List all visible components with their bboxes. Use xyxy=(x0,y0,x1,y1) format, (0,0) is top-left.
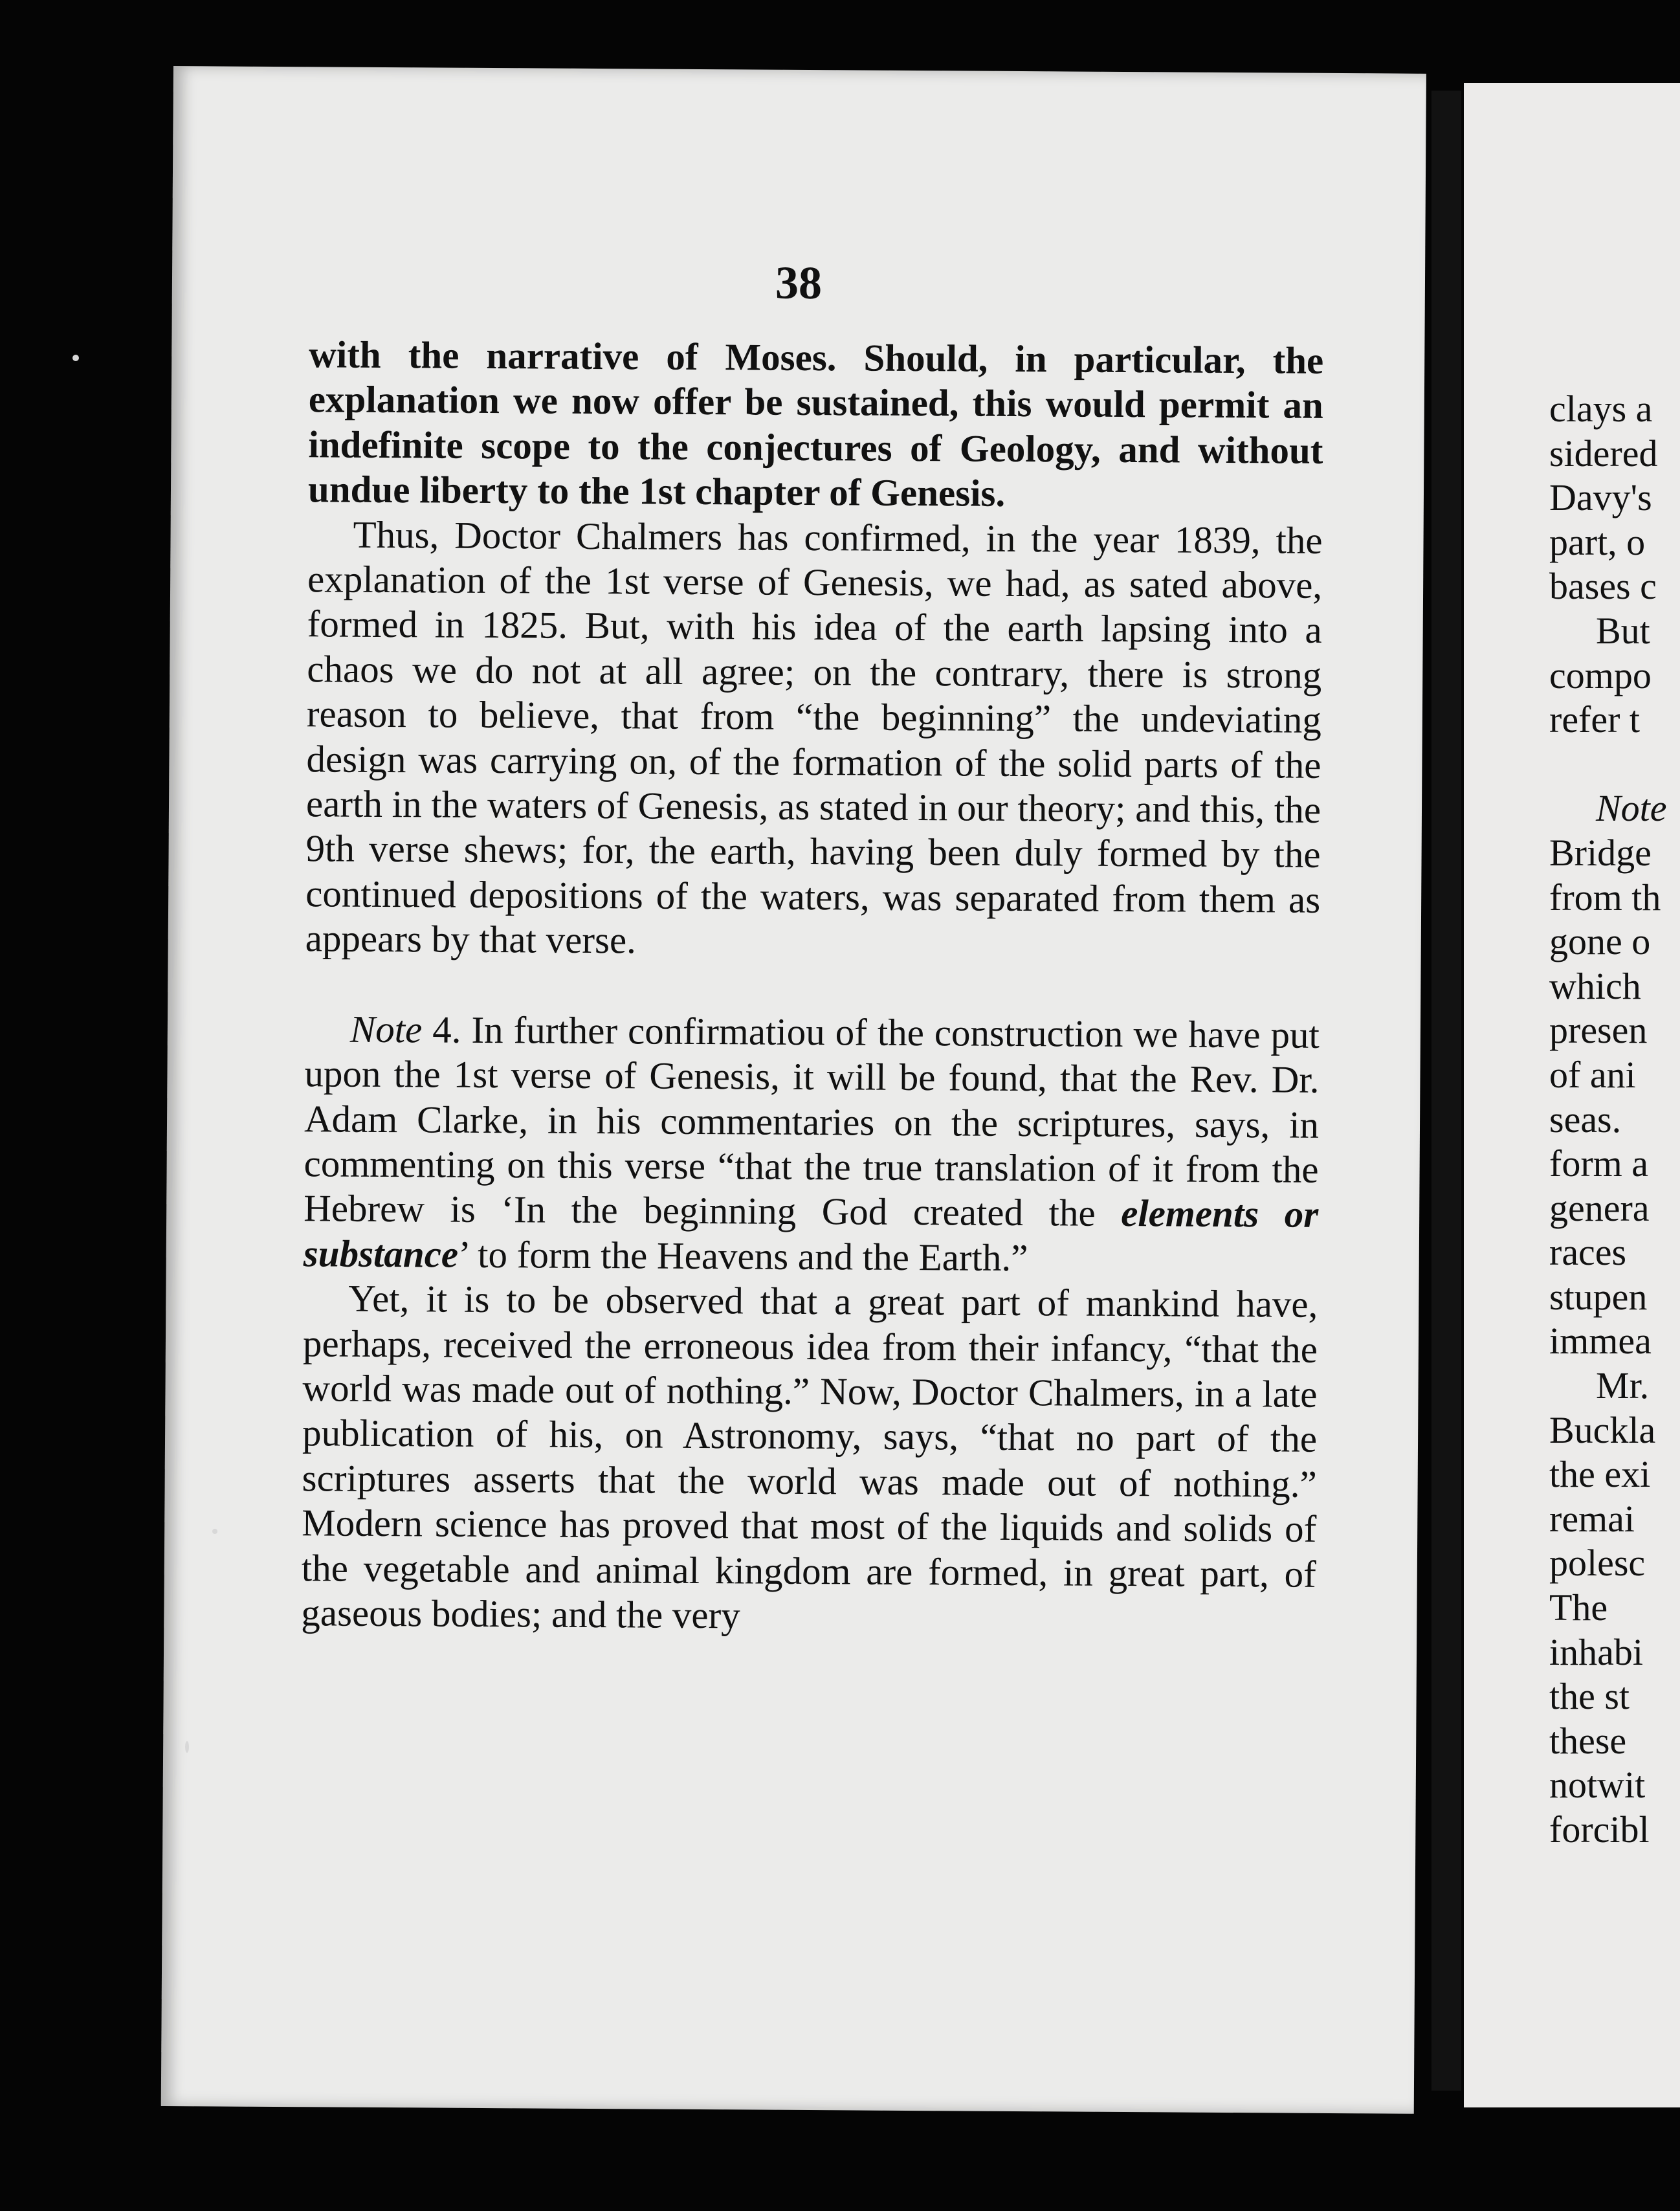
right-line: Davy's xyxy=(1549,476,1652,519)
right-page xyxy=(1464,83,1680,2107)
right-line: races xyxy=(1549,1231,1627,1274)
right-line: presen xyxy=(1549,1009,1648,1052)
right-line: forcibl xyxy=(1549,1808,1650,1850)
note-number: 4. xyxy=(432,1008,461,1051)
right-line: polesc xyxy=(1549,1542,1646,1584)
right-line: compo xyxy=(1549,654,1652,696)
right-line: immea xyxy=(1549,1320,1652,1362)
right-line: of ani xyxy=(1549,1053,1636,1096)
right-line: sidered xyxy=(1549,432,1658,474)
right-line: notwit xyxy=(1549,1764,1646,1806)
right-line: genera xyxy=(1549,1186,1650,1229)
right-line: form a xyxy=(1549,1142,1648,1185)
right-line: Mr. xyxy=(1596,1364,1650,1407)
right-gap xyxy=(1549,742,1680,787)
right-line: these xyxy=(1549,1719,1627,1762)
page-number: 38 xyxy=(775,256,823,309)
right-line: refer t xyxy=(1549,698,1641,741)
left-page-text xyxy=(301,332,1323,1641)
right-line: Buckla xyxy=(1549,1408,1656,1451)
note-emphasis: elements or substance xyxy=(303,1192,1319,1276)
note-text-b: ’ to form the Heavens and the Earth.” xyxy=(458,1232,1028,1279)
right-line: the st xyxy=(1549,1675,1630,1718)
note-text-a: In further confirmatiou of the construction we have put upon the 1st verse of Genesis, it will be found, that the Rev. Dr. Adam Clarke, in his commentaries on the scriptures, says, in commenting on this verse “that the true translation of it from the Hebrew is ‘In the beginning God created the xyxy=(304,1008,1320,1235)
paragraph-4: Yet, it is to be observed that a great part of mankind have, perhaps, received the erroneous idea from their infancy, “that the world was made out of nothing.” Now, Doctor Chalmers, in a late publication of his, on Astronomy, says, “that no part of the scriptures asserts that the world was made out of nothing.” Modern science has proved that most of the liquids and solids of the vegetable and animal kingdom are formed, in great part, of gaseous bodies; and the very xyxy=(301,1276,1318,1637)
right-line: Note xyxy=(1596,787,1667,830)
right-line: part, o xyxy=(1549,520,1646,563)
right-line: inhabi xyxy=(1549,1630,1643,1673)
scan-speck xyxy=(185,1741,189,1753)
paragraph-note-4 xyxy=(304,1006,1320,1282)
right-line: stupen xyxy=(1549,1275,1648,1318)
right-line: Bridge xyxy=(1549,831,1652,874)
paragraph-2: Thus, Doctor Chalmers has confirmed, in the year 1839, the explanation of the 1st verse of Genesis, we had, as sated above, formed in 1825. But, with his idea of the earth lapsing into a chaos we do not at all agree; on the contrary, there is strong reason to believe, that from “the beginning” the undeviating design was carrying on, of the formation of the solid parts of the earth in the waters of Genesis, as stated in our theory; and this, the 9th verse shews; for, the earth, having been duly formed by the continued depositions of the waters, was separated from them as appears by that verse. xyxy=(305,513,1323,962)
right-line: bases c xyxy=(1549,565,1657,608)
scan-speck xyxy=(72,355,79,361)
book-gutter xyxy=(1431,91,1461,2091)
right-page-text xyxy=(1549,387,1680,1852)
right-line: from th xyxy=(1549,876,1661,918)
paragraph-1: with the narrative of Moses. Should, in particular, the explanation we now offer be sustained, this would permit an indefinite scope to the conjectures of Geology, and without undue liberty to the 1st chapter of Genesis. xyxy=(307,333,1324,515)
right-line: The xyxy=(1549,1586,1608,1629)
right-line: seas. xyxy=(1549,1098,1622,1140)
right-line: remai xyxy=(1549,1497,1635,1540)
right-line: gone o xyxy=(1549,920,1651,963)
right-line: But xyxy=(1596,609,1650,652)
scan-speck xyxy=(212,1529,217,1534)
note-label: Note xyxy=(349,1007,423,1051)
right-line: clays a xyxy=(1549,388,1653,430)
left-page xyxy=(161,66,1426,2114)
right-line: which xyxy=(1549,964,1641,1007)
right-line: the exi xyxy=(1549,1453,1651,1496)
